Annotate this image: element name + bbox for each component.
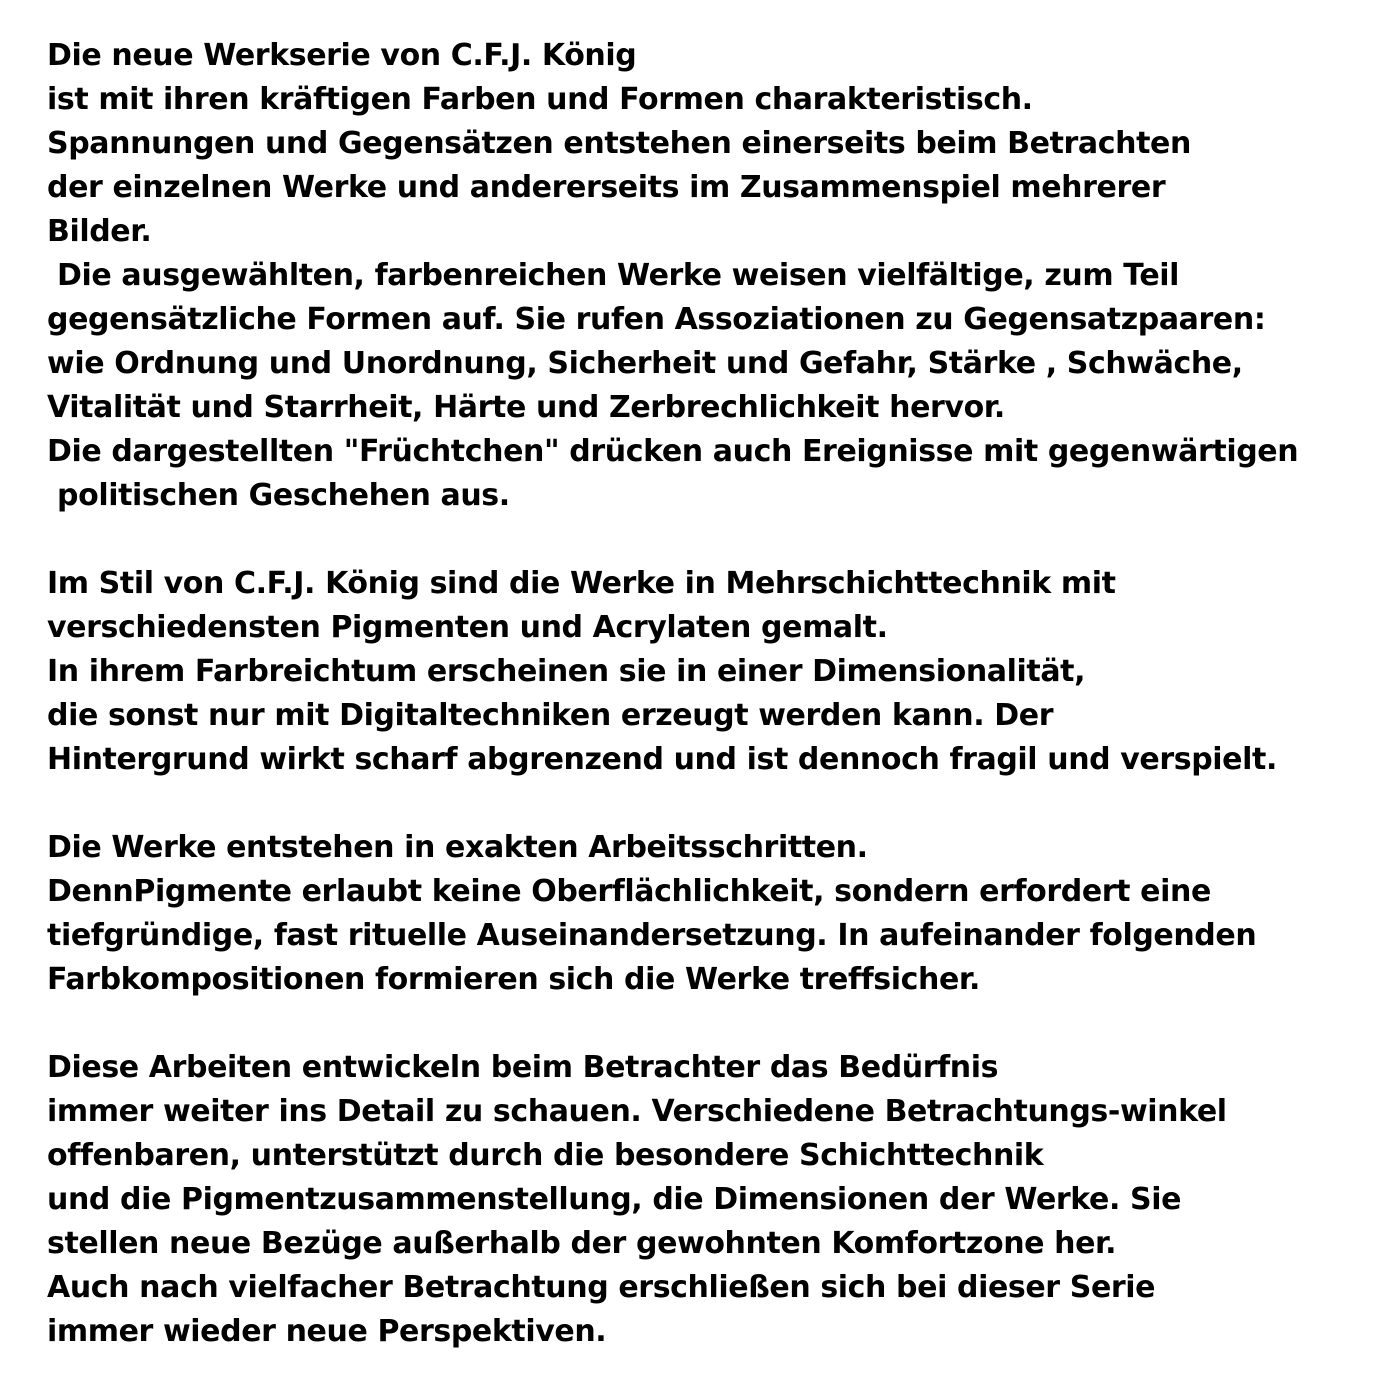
text-line: Die dargestellten "Früchtchen" drücken auch Ereignisse mit gegenwärtigen [47,434,1299,469]
paragraph-intro [47,34,1387,518]
text-line: wie Ordnung und Unordnung, Sicherheit und Gefahr, Stärke , Schwäche, [47,346,1243,381]
paragraph-spacer [47,518,1387,562]
paragraph-spacer [47,1002,1387,1046]
paragraph-technique [47,562,1387,782]
text-line: ist mit ihren kräftigen Farben und Formen charakteristisch. [47,82,1033,117]
text-line: Die Werke entstehen in exakten Arbeitsschritten. [47,830,868,865]
text-line: immer wieder neue Perspektiven. [47,1314,607,1349]
text-line: Bilder. [47,214,152,249]
paragraph-perception [47,1046,1387,1354]
text-line: offenbaren, unterstützt durch die besondere Schichttechnik [47,1138,1044,1173]
document-text [47,34,1387,1354]
text-line: Diese Arbeiten entwickeln beim Betrachter das Bedürfnis [47,1050,999,1085]
text-line: verschiedensten Pigmenten und Acrylaten gemalt. [47,610,888,645]
text-line: gegensätzliche Formen auf. Sie rufen Assoziationen zu Gegensatzpaaren: [47,302,1266,337]
text-line: Farbkompositionen formieren sich die Werke treffsicher. [47,962,981,997]
text-line: Vitalität und Starrheit, Härte und Zerbrechlichkeit hervor. [47,390,1005,425]
text-line: immer weiter ins Detail zu schauen. Verschiedene Betrachtungs-winkel [47,1094,1227,1129]
text-line: der einzelnen Werke und andererseits im Zusammenspiel mehrerer [47,170,1166,205]
text-line: die sonst nur mit Digitaltechniken erzeugt werden kann. Der [47,698,1054,733]
text-line: Auch nach vielfacher Betrachtung erschließen sich bei dieser Serie [47,1270,1156,1305]
paragraph-spacer [47,782,1387,826]
paragraph-process [47,826,1387,1002]
text-line: und die Pigmentzusammenstellung, die Dimensionen der Werke. Sie [47,1182,1182,1217]
text-line: stellen neue Bezüge außerhalb der gewohnten Komfortzone her. [47,1226,1117,1261]
text-line: Hintergrund wirkt scharf abgrenzend und ist dennoch fragil und verspielt. [47,742,1277,777]
text-line: DennPigmente erlaubt keine Oberflächlichkeit, sondern erfordert eine [47,874,1211,909]
text-line: Spannungen und Gegensätzen entstehen einerseits beim Betrachten [47,126,1191,161]
text-line: Die neue Werkserie von C.F.J. König [47,38,637,73]
text-line: In ihrem Farbreichtum erscheinen sie in einer Dimensionalität, [47,654,1086,689]
text-line: tiefgründige, fast rituelle Auseinandersetzung. In aufeinander folgenden [47,918,1257,953]
text-line: Die ausgewählten, farbenreichen Werke weisen vielfältige, zum Teil [47,258,1180,293]
text-line: Im Stil von C.F.J. König sind die Werke in Mehrschichttechnik mit [47,566,1116,601]
text-line: politischen Geschehen aus. [47,478,510,513]
